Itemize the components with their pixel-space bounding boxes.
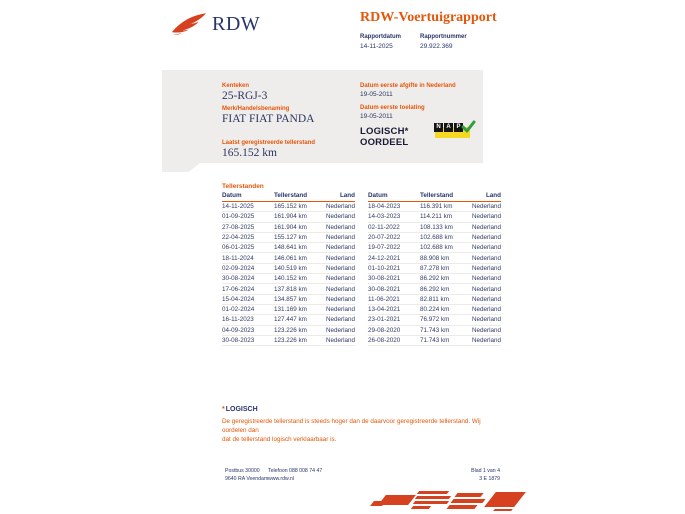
vehicle-summary-left xyxy=(222,83,372,163)
page-title: RDW-Voertuigrapport xyxy=(360,10,497,25)
odometer-cell: 71.743 km xyxy=(420,337,450,344)
date-cell: 14-11-2025 xyxy=(222,203,254,211)
oordeel-line1: LOGISCH* xyxy=(360,126,409,137)
date-cell: 23-01-2021 xyxy=(368,316,401,324)
date-cell: 18-11-2024 xyxy=(222,254,254,262)
rdw-wing-stripes-graphic xyxy=(372,486,524,513)
merk-value: FIAT FIAT PANDA xyxy=(222,113,315,125)
table-row xyxy=(222,295,355,305)
country-cell: Nederland xyxy=(471,337,501,344)
table-row xyxy=(368,295,501,305)
table-row xyxy=(222,284,355,294)
footnote-asterisk: * xyxy=(222,406,225,413)
footnote-title: LOGISCH xyxy=(225,406,258,413)
country-cell: Nederland xyxy=(325,337,355,344)
afgifte-value: 19-05-2011 xyxy=(360,91,393,98)
table-row xyxy=(222,264,355,274)
country-cell: Nederland xyxy=(471,295,501,303)
logo-wordmark: RDW xyxy=(212,12,261,35)
odometer-cell: 140.152 km xyxy=(274,275,307,283)
odometer-cell: 80.224 km xyxy=(420,306,450,314)
odometer-cell: 88.908 km xyxy=(420,254,450,262)
toelating-label: Datum eerste toelating xyxy=(360,105,425,111)
odometer-cell: 161.904 km xyxy=(274,223,307,231)
date-cell: 01-10-2021 xyxy=(368,264,401,272)
logisch-footnote xyxy=(222,406,498,444)
odometer-cell: 127.447 km xyxy=(274,316,307,324)
report-number-value: 29.922.369 xyxy=(420,43,453,50)
odometer-cell: 161.904 km xyxy=(274,213,307,221)
table-row xyxy=(368,274,501,284)
table-header xyxy=(222,192,355,202)
country-cell: Nederland xyxy=(325,254,355,262)
date-cell: 02-11-2022 xyxy=(368,223,400,231)
table-row xyxy=(368,326,501,336)
tellerstanden-table-left xyxy=(222,192,355,346)
date-cell: 20-07-2022 xyxy=(368,234,401,242)
country-cell: Nederland xyxy=(471,234,501,242)
country-cell: Nederland xyxy=(325,316,355,324)
odometer-cell: 76.972 km xyxy=(420,316,450,324)
date-cell: 22-04-2025 xyxy=(222,234,255,242)
date-cell: 30-08-2024 xyxy=(222,275,255,283)
odometer-cell: 116.391 km xyxy=(420,203,453,211)
column-header-land: Land xyxy=(339,192,355,199)
report-date-value: 14-11-2025 xyxy=(360,43,393,50)
table-row xyxy=(222,336,355,346)
odometer-cell: 86.292 km xyxy=(420,275,450,283)
panel-tab-shape xyxy=(162,163,200,172)
date-cell: 18-04-2023 xyxy=(368,203,401,211)
country-cell: Nederland xyxy=(325,264,355,272)
odometer-cell: 146.061 km xyxy=(274,254,307,262)
table-row xyxy=(368,284,501,294)
odometer-cell: 137.818 km xyxy=(274,285,307,293)
footer-phone: Telefoon 088 008 74 47 xyxy=(268,468,323,474)
vehicle-summary-panel xyxy=(162,70,483,163)
country-cell: Nederland xyxy=(325,306,355,314)
footer-address-line1: Postbus 30000 xyxy=(225,468,260,474)
date-cell: 15-04-2024 xyxy=(222,295,255,303)
column-header-land: Land xyxy=(485,192,501,199)
table-row xyxy=(368,243,501,253)
date-cell: 19-07-2022 xyxy=(368,244,401,252)
table-row xyxy=(368,253,501,263)
kenteken-label: Kenteken xyxy=(222,83,250,89)
afgifte-label: Datum eerste afgifte in Nederland xyxy=(360,83,456,89)
odometer-cell: 134.857 km xyxy=(274,295,307,303)
country-cell: Nederland xyxy=(325,234,355,242)
table-row xyxy=(368,223,501,233)
nap-letter-a: A xyxy=(444,123,453,132)
date-cell: 17-06-2024 xyxy=(222,285,255,293)
date-cell: 11-06-2021 xyxy=(368,295,400,303)
table-row xyxy=(368,315,501,325)
country-cell: Nederland xyxy=(325,203,355,211)
footer-website: www.rdw.nl xyxy=(268,476,294,482)
table-row xyxy=(222,315,355,325)
table-row xyxy=(368,305,501,315)
date-cell: 06-01-2025 xyxy=(222,244,255,252)
date-cell: 30-08-2021 xyxy=(368,285,401,293)
table-row xyxy=(222,233,355,243)
odometer-cell: 102.688 km xyxy=(420,244,453,252)
footer-page-number: Blad 1 van 4 xyxy=(471,468,500,474)
footer-contact xyxy=(268,467,322,483)
nap-logo xyxy=(434,122,476,140)
country-cell: Nederland xyxy=(471,223,501,231)
nap-check-icon xyxy=(461,120,476,134)
date-cell: 02-09-2024 xyxy=(222,264,255,272)
table-row xyxy=(368,202,501,212)
column-header-tellerstand: Tellerstand xyxy=(274,192,308,199)
nap-letter-n: N xyxy=(434,123,443,132)
country-cell: Nederland xyxy=(471,203,501,211)
country-cell: Nederland xyxy=(325,223,355,231)
table-row xyxy=(222,253,355,263)
rdw-logo xyxy=(171,11,260,37)
table-row xyxy=(222,326,355,336)
country-cell: Nederland xyxy=(471,306,501,314)
report-title-block xyxy=(360,10,540,50)
odometer-cell: 123.226 km xyxy=(274,337,307,344)
table-row xyxy=(368,264,501,274)
kenteken-value: 25-RGJ-3 xyxy=(222,90,268,102)
column-header-datum: Datum xyxy=(222,192,242,199)
country-cell: Nederland xyxy=(325,244,355,252)
table-header xyxy=(368,192,501,202)
country-cell: Nederland xyxy=(471,316,501,324)
country-cell: Nederland xyxy=(325,213,355,221)
date-cell: 30-08-2023 xyxy=(222,337,255,344)
country-cell: Nederland xyxy=(471,285,501,293)
odometer-cell: 108.133 km xyxy=(420,223,453,231)
odometer-cell: 140.519 km xyxy=(274,264,307,272)
report-number-block xyxy=(420,34,474,50)
odometer-cell: 148.641 km xyxy=(274,244,307,252)
footer-pagination xyxy=(420,467,500,483)
date-cell: 27-08-2025 xyxy=(222,223,255,231)
table-row xyxy=(222,274,355,284)
table-row xyxy=(368,336,501,346)
table-row xyxy=(222,305,355,315)
tellerstand-value: 165.152 km xyxy=(222,147,277,159)
footnote-text xyxy=(222,417,498,444)
country-cell: Nederland xyxy=(471,213,501,221)
footer-address xyxy=(225,467,268,483)
country-cell: Nederland xyxy=(471,275,501,283)
odometer-cell: 102.688 km xyxy=(420,234,453,242)
merk-label: Merk/Handelsbenaming xyxy=(222,106,290,112)
oordeel-line2: OORDEEL xyxy=(360,136,409,148)
report-number-label: Rapportnummer xyxy=(420,34,467,40)
date-cell: 26-08-2020 xyxy=(368,337,401,344)
date-cell: 16-11-2023 xyxy=(222,316,254,324)
country-cell: Nederland xyxy=(471,244,501,252)
tellerstanden-table-right xyxy=(368,192,501,346)
footnote-line1: De geregistreerde tellerstand is steeds hoger dan de daarvoor geregistreerde tellerstand. Wij oordelen dan xyxy=(222,418,481,434)
date-cell: 13-04-2021 xyxy=(368,306,401,314)
footer-form-code: 3 E 1879 xyxy=(479,476,500,482)
table-row xyxy=(368,233,501,243)
odometer-cell: 123.226 km xyxy=(274,326,307,334)
report-date-label: Rapportdatum xyxy=(360,34,401,40)
date-cell: 04-09-2023 xyxy=(222,326,255,334)
date-cell: 01-09-2025 xyxy=(222,213,255,221)
country-cell: Nederland xyxy=(471,254,501,262)
footnote-heading xyxy=(222,406,498,413)
table-row xyxy=(222,243,355,253)
report-meta xyxy=(360,34,540,50)
table-row xyxy=(222,223,355,233)
footnote-line2: dat de tellerstand logisch verklaarbaar is. xyxy=(222,436,337,443)
page-footer xyxy=(0,467,685,487)
table-body xyxy=(222,202,355,346)
odometer-cell: 86.292 km xyxy=(420,285,450,293)
tellerstanden-title: Tellerstanden xyxy=(222,183,264,190)
odometer-cell: 155.127 km xyxy=(274,234,307,242)
table-row xyxy=(222,212,355,222)
date-cell: 29-08-2020 xyxy=(368,326,401,334)
rdw-wing-icon xyxy=(171,11,207,37)
date-cell: 01-02-2024 xyxy=(222,306,255,314)
footer-address-line2: 9640 RA Veendam xyxy=(225,476,269,482)
table-row xyxy=(368,212,501,222)
odometer-cell: 165.152 km xyxy=(274,203,307,211)
table-body xyxy=(368,202,501,346)
country-cell: Nederland xyxy=(325,285,355,293)
column-header-tellerstand: Tellerstand xyxy=(420,192,454,199)
odometer-cell: 114.211 km xyxy=(420,213,452,221)
table-row xyxy=(222,202,355,212)
country-cell: Nederland xyxy=(471,264,501,272)
country-cell: Nederland xyxy=(325,295,355,303)
country-cell: Nederland xyxy=(325,326,355,334)
column-header-datum: Datum xyxy=(368,192,388,199)
odometer-cell: 87.278 km xyxy=(420,264,450,272)
country-cell: Nederland xyxy=(325,275,355,283)
date-cell: 24-12-2021 xyxy=(368,254,401,262)
report-date-block xyxy=(360,34,414,50)
tellerstand-label: Laatst geregistreerde tellerstand xyxy=(222,140,316,146)
odometer-cell: 71.743 km xyxy=(420,326,450,334)
toelating-value: 19-05-2011 xyxy=(360,113,393,120)
date-cell: 14-03-2023 xyxy=(368,213,401,221)
odometer-cell: 82.811 km xyxy=(420,295,449,303)
country-cell: Nederland xyxy=(471,326,501,334)
date-cell: 30-08-2021 xyxy=(368,275,401,283)
odometer-cell: 131.169 km xyxy=(274,306,307,314)
nap-letter-p: P xyxy=(454,123,463,132)
